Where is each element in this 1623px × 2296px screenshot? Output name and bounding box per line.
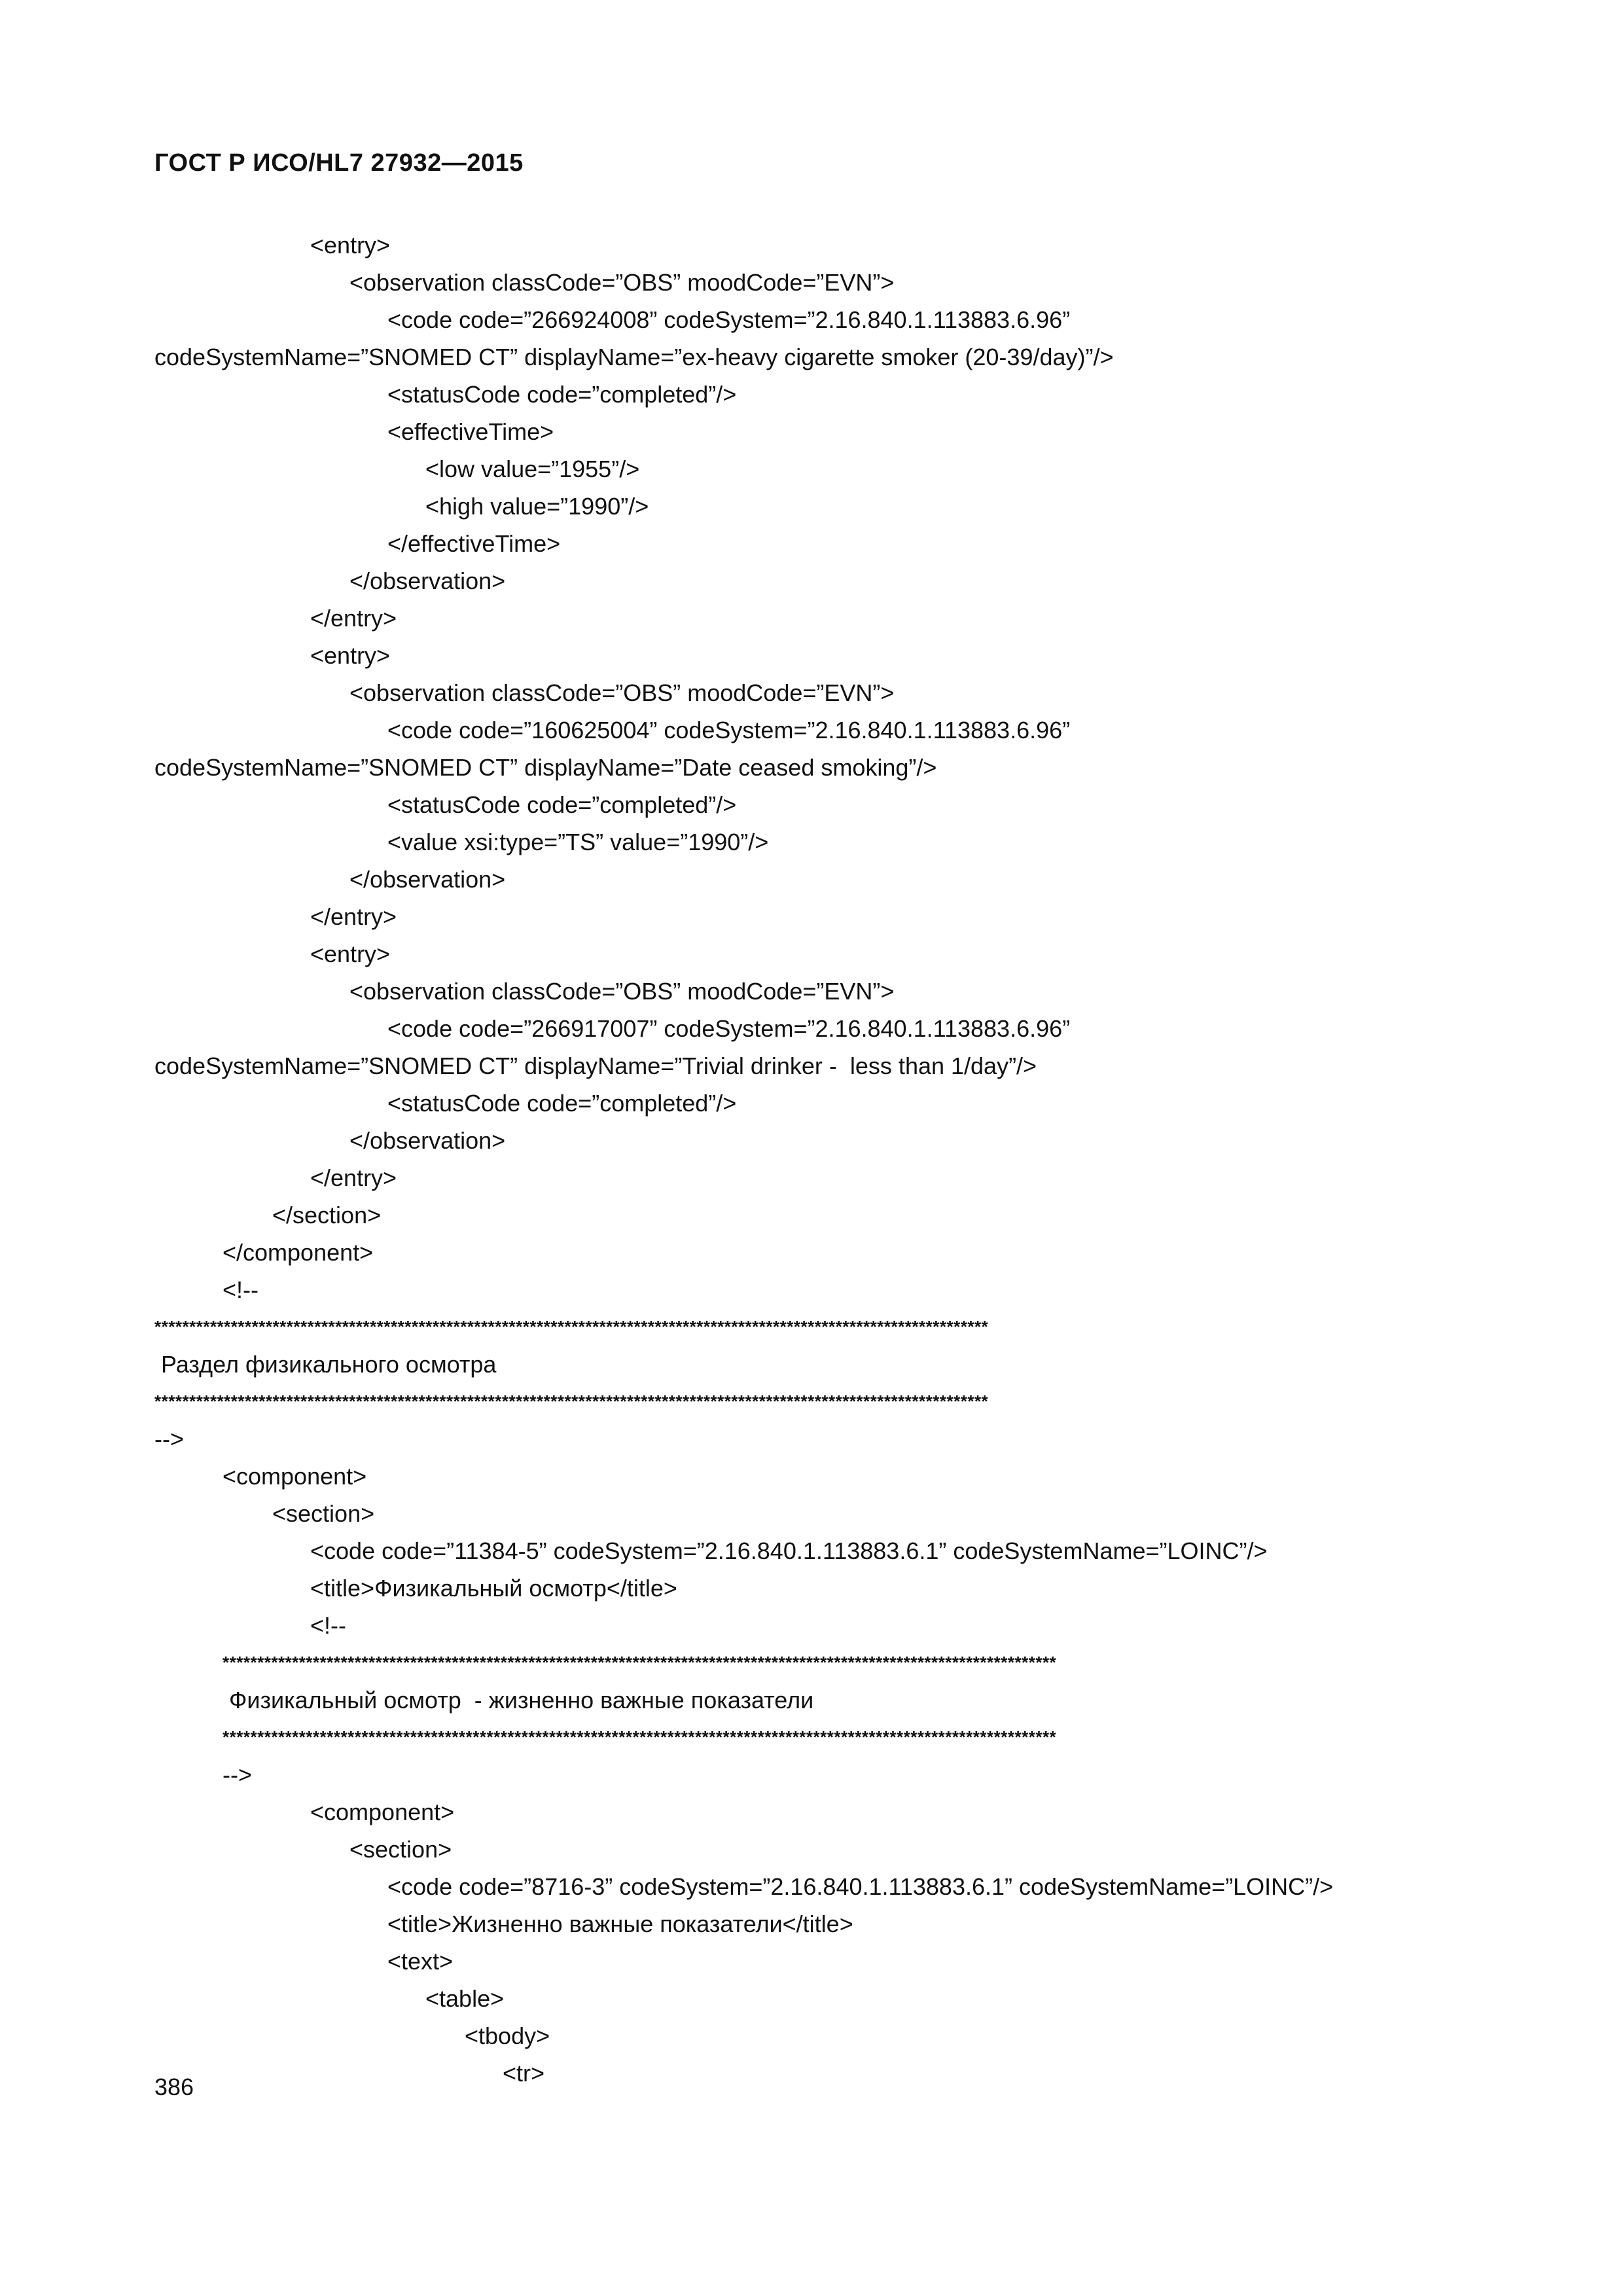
code-line: <observation classCode=”OBS” moodCode=”EVN”> bbox=[349, 978, 895, 1005]
code-line: <code code=”160625004” codeSystem=”2.16.840.1.113883.6.96” bbox=[387, 717, 1071, 744]
code-line: <component> bbox=[310, 1799, 455, 1825]
code-line: <code code=”266924008” codeSystem=”2.16.840.1.113883.6.96” bbox=[387, 306, 1071, 333]
code-line: <entry> bbox=[310, 941, 391, 967]
page-number: 386 bbox=[154, 2073, 194, 2100]
section-comment-title: Раздел физикального осмотра bbox=[154, 1351, 497, 1378]
code-line: <title>Физикальный осмотр</title> bbox=[310, 1575, 677, 1602]
code-line: <statusCode code=”completed”/> bbox=[387, 791, 737, 818]
code-line: </entry> bbox=[310, 903, 397, 930]
code-line: codeSystemName=”SNOMED CT” displayName=”Date ceased smoking”/> bbox=[154, 754, 937, 781]
code-line: <text> bbox=[387, 1948, 454, 1975]
code-line: <entry> bbox=[310, 642, 391, 669]
comment-stars-divider: ************************************************************************************************************************ bbox=[154, 1391, 989, 1411]
code-line: <observation classCode=”OBS” moodCode=”EVN”> bbox=[349, 269, 895, 296]
code-line: <statusCode code=”completed”/> bbox=[387, 1090, 737, 1117]
comment-close: --> bbox=[154, 1426, 184, 1452]
code-line: <tr> bbox=[503, 2060, 545, 2087]
code-line: <component> bbox=[223, 1463, 367, 1490]
code-line: </observation> bbox=[349, 866, 506, 893]
code-line: </section> bbox=[272, 1202, 382, 1229]
code-line: <low value=”1955”/> bbox=[425, 456, 640, 482]
comment-close: --> bbox=[223, 1761, 252, 1788]
code-line: <statusCode code=”completed”/> bbox=[387, 381, 737, 408]
code-line: </observation> bbox=[349, 567, 506, 594]
code-line: <high value=”1990”/> bbox=[425, 493, 649, 520]
code-line: <value xsi:type=”TS” value=”1990”/> bbox=[387, 829, 769, 855]
code-line: <title>Жизненно важные показатели</title> bbox=[387, 1910, 853, 1937]
comment-stars-divider: ************************************************************************************************************************ bbox=[223, 1727, 1057, 1747]
code-line: <tbody> bbox=[465, 2022, 550, 2049]
code-line: </effectiveTime> bbox=[387, 530, 561, 557]
code-line: </observation> bbox=[349, 1127, 506, 1154]
code-line: <observation classCode=”OBS” moodCode=”EVN”> bbox=[349, 679, 895, 706]
code-line: </entry> bbox=[310, 1164, 397, 1191]
code-line: <effectiveTime> bbox=[387, 418, 554, 445]
section-comment-title: Физикальный осмотр - жизненно важные показатели bbox=[223, 1687, 814, 1713]
code-line: <section> bbox=[349, 1836, 452, 1863]
code-line: codeSystemName=”SNOMED CT” displayName=”ex-heavy cigarette smoker (20-39/day)”/> bbox=[154, 344, 1114, 370]
code-line: <code code=”266917007” codeSystem=”2.16.840.1.113883.6.96” bbox=[387, 1015, 1071, 1042]
code-line: </entry> bbox=[310, 605, 397, 632]
xml-code-listing bbox=[154, 226, 1470, 2092]
comment-open: <!-- bbox=[310, 1612, 347, 1639]
code-line: <entry> bbox=[310, 232, 391, 259]
code-line: <code code=”11384-5” codeSystem=”2.16.840.1.113883.6.1” codeSystemName=”LOINC”/> bbox=[310, 1537, 1268, 1564]
code-line: <section> bbox=[272, 1500, 375, 1527]
code-line: <table> bbox=[425, 1985, 505, 2012]
comment-stars-divider: ************************************************************************************************************************ bbox=[223, 1653, 1057, 1672]
comment-stars-divider: ************************************************************************************************************************ bbox=[154, 1317, 989, 1336]
code-line: codeSystemName=”SNOMED CT” displayName=”Trivial drinker - less than 1/day”/> bbox=[154, 1052, 1037, 1079]
code-line: <code code=”8716-3” codeSystem=”2.16.840.1.113883.6.1” codeSystemName=”LOINC”/> bbox=[387, 1873, 1334, 1900]
comment-open: <!-- bbox=[223, 1276, 259, 1303]
code-line: </component> bbox=[223, 1239, 374, 1266]
document-header: ГОСТ Р ИСО/HL7 27932—2015 bbox=[154, 149, 524, 177]
